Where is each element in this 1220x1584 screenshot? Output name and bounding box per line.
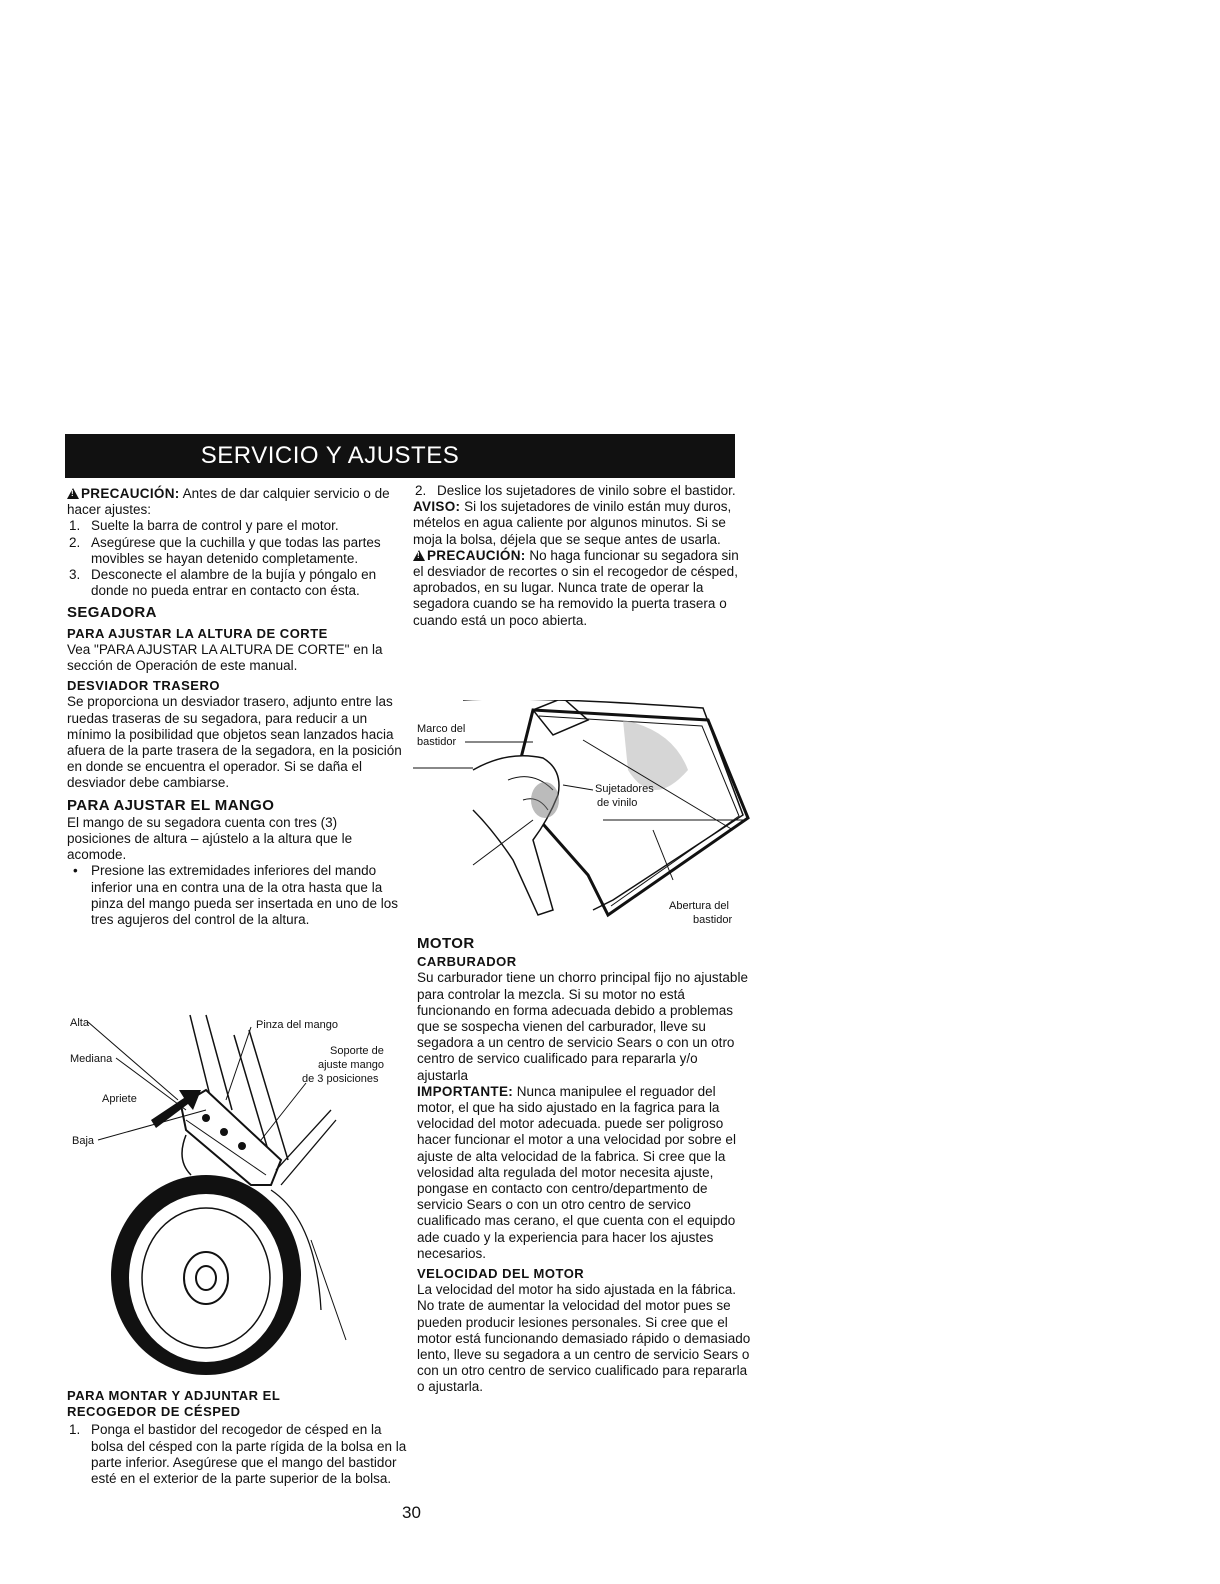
catcher-frame-figure [413, 700, 753, 932]
velocidad-heading: VELOCIDAD DEL MOTOR [417, 1266, 585, 1282]
label-mediana: Mediana [70, 1053, 113, 1065]
recogedor-heading-2: RECOGEDOR DE CÉSPED [67, 1404, 241, 1420]
caution-paragraph-2 [413, 548, 748, 629]
aviso-text: Si los sujetadores de vinilo están muy duros, mételos en agua caliente por algunos minutos. Si se moja la bolsa, déjela que se seque antes de usarla. [413, 499, 732, 547]
step-number: 1. [69, 1422, 81, 1438]
caution-label: PRECAUCIÓN: [427, 547, 526, 563]
section-banner [65, 434, 735, 478]
label-marco-2: bastidor [417, 736, 457, 748]
aviso-label: AVISO: [413, 499, 461, 515]
step-number: 2. [69, 534, 81, 550]
handle-illustration [66, 1010, 406, 1380]
page-number: 30 [402, 1503, 421, 1522]
mango-text: El mango de su segadora cuenta con tres (3) posiciones de altura – ajústelo a la altura que le acomode. [67, 814, 353, 863]
label-sujet-2: de vinilo [597, 797, 638, 809]
label-apriete: Apriete [102, 1093, 137, 1105]
caution-label: PRECAUCIÓN: [81, 486, 180, 501]
label-baja: Baja [72, 1135, 95, 1147]
aviso-paragraph [413, 499, 748, 548]
importante-paragraph [417, 1084, 752, 1262]
list-item [67, 567, 402, 599]
caution-text: No haga funcionar su segadora sin el desviador de recortes o sin el recogedor de césped, aprobados, en su lugar. Nunca trate de operar la segadora cuando se ha removido la puerta trasera o cuando está un poco abierta. [413, 547, 739, 628]
altura-text: Vea "PARA AJUSTAR LA ALTURA DE CORTE" en la sección de Operación de este manual. [67, 641, 383, 674]
recogedor-steps-continued [413, 483, 748, 499]
recogedor-section [67, 1388, 407, 1487]
mango-bullet-list [67, 863, 402, 928]
warning-triangle-icon [413, 550, 425, 561]
safety-steps-list [67, 518, 402, 599]
hands-illustration [473, 756, 559, 915]
left-column [67, 486, 402, 928]
desviador-heading: DESVIADOR TRASERO [67, 678, 220, 694]
altura-heading: PARA AJUSTAR LA ALTURA DE CORTE [67, 625, 328, 641]
list-item [67, 1422, 407, 1487]
step-number: 2. [415, 483, 427, 498]
bullet-text: Presione las extremidades inferiores del mando inferior una en contra una de la otra hasta que la pinza del mango pueda ser insertada en uno de los tres agujeros del control de la altura. [91, 863, 398, 928]
handle-adjustment-figure [66, 1010, 406, 1380]
motor-section [417, 936, 752, 1396]
step-text: Suelte la barra de control y pare el motor. [91, 518, 339, 534]
bullet-icon: • [73, 863, 78, 879]
carburador-text: Su carburador tiene un chorro principal fijo no ajustable para controlar la mezcla. Si su motor no está funcionando en forma adecuada debido a problemas que se sospecha vienen del carburador, lleve su segadora a un centro de servicio Sears o con un otro centro de servico cualificado para repararla y/o ajustarla [417, 970, 748, 1083]
label-marco-1: Marco del [417, 723, 466, 735]
label-pinza: Pinza del mango [256, 1019, 338, 1031]
desviador-text: Se proporciona un desviador trasero, adjunto entre las ruedas traseras de su segadora, para reducir a un mínimo la posibilidad que objetos sean lanzados hacia afuera de la parte trasera de la segadora, en la posición en donde se encuentra el operador. Si se daña el desviador debe cambiarse. [67, 694, 402, 791]
warning-triangle-icon [67, 488, 79, 499]
list-item [67, 863, 402, 928]
recogedor-heading-1: PARA MONTAR Y ADJUNTAR EL [67, 1388, 281, 1403]
segadora-heading: SEGADORA [67, 604, 157, 622]
step-text: Asegúrese que la cuchilla y que todas las partes movibles se hayan detenido completamente. [91, 534, 381, 566]
label-soporte-3: de 3 posiciones [302, 1073, 379, 1085]
label-sujet-1: Sujetadores [595, 783, 654, 795]
carburador-heading: CARBURADOR [417, 954, 517, 970]
importante-label: IMPORTANTE: [417, 1083, 514, 1099]
list-item [413, 483, 748, 499]
label-soporte-1: Soporte de [330, 1045, 384, 1057]
importante-text: Nunca manipulee el reguador del motor, el que ha sido ajustado en la fagrica para la velocidad del motor adecuada. puede ser poligroso hacer funcionar el motor a una velocidad por sobre el ajuste de alta velocidad de la fabrica. Si cree que la velosidad alta regulada del motor necesita ajuste, pongase en contacto con centro/departmento de servicio Sears o con un otro centro de servico cualificado mas cerano, el que cuenta con el equipdo ade cuado y la experiencia para hacer los ajustes necesarios. [417, 1083, 736, 1261]
right-column-top [413, 483, 748, 629]
label-soporte-2: ajuste mango [318, 1059, 385, 1071]
caution-paragraph [67, 486, 402, 518]
label-abert-2: bastidor [693, 914, 733, 926]
step-text: Ponga el bastidor del recogedor de césped en la bolsa del césped con la parte rígida de la bolsa en la parte inferior. Asegúrese que el mango del bastidor esté en el exterior de la parte superior de la bolsa. [91, 1422, 407, 1487]
step-text: Desconecte el alambre de la bujía y póngalo en donde no pueda entrar en contacto con ésta. [91, 567, 377, 599]
step-number: 3. [69, 567, 81, 583]
recogedor-steps-list [67, 1422, 407, 1487]
label-abert-1: Abertura del [669, 900, 729, 912]
section-title: SERVICIO Y AJUSTES [200, 442, 460, 469]
step-text: Deslice los sujetadores de vinilo sobre el bastidor. [437, 483, 736, 498]
list-item [67, 535, 402, 567]
velocidad-text: La velocidad del motor ha sido ajustada en la fábrica. No trate de aumentar la velocidad del motor pues se pueden producir lesiones personales. Si cree que el motor está funcionando demasiado rápido o demasiado lento, lleve su segadora a un centro de servicio Sears o con un otro centro de servico cualificado para repararla o ajustarla. [417, 1282, 751, 1395]
catcher-illustration [413, 700, 753, 932]
list-item [67, 518, 402, 534]
label-alta: Alta [70, 1017, 89, 1029]
step-number: 1. [69, 518, 81, 534]
mango-heading: PARA AJUSTAR EL MANGO [67, 796, 275, 814]
motor-heading: MOTOR [417, 935, 475, 952]
caution-text: Antes de dar calquier servicio o de hacer ajustes: [67, 486, 390, 518]
